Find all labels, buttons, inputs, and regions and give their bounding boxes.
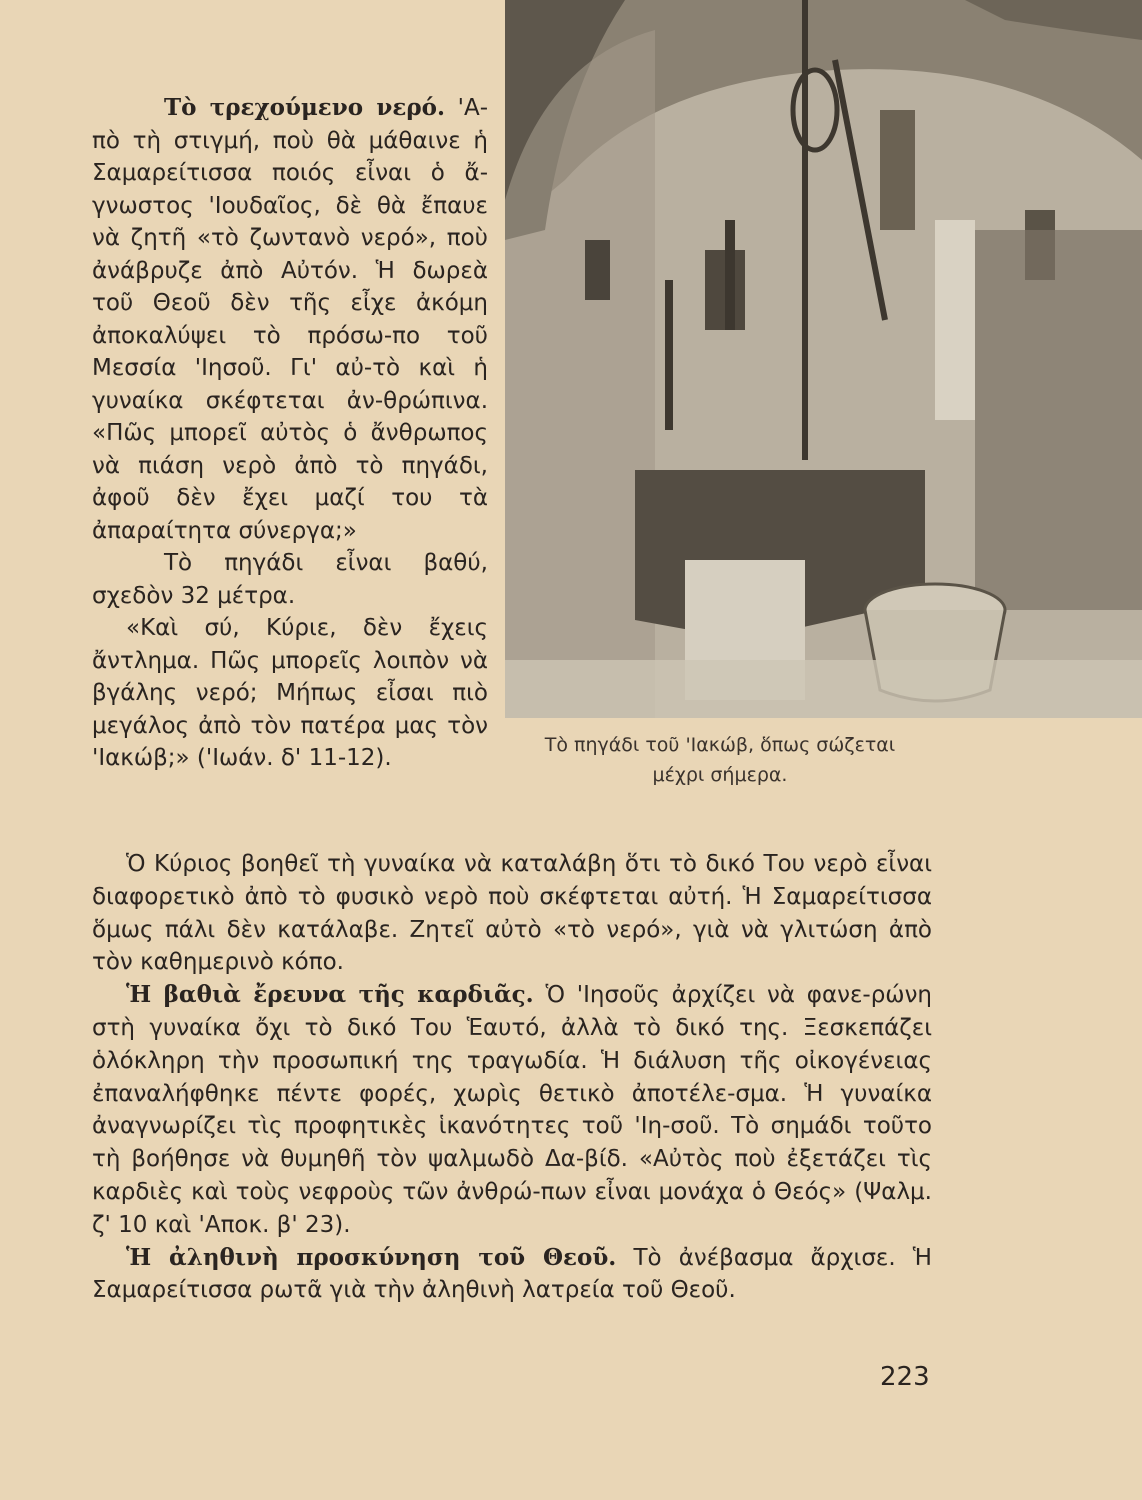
quote-text: «Καὶ σύ, Κύριε, δὲν ἔχεις ἄντλημα. Πῶς μπορεῖς λοιπὸν νὰ βγάλης νερό; Μήπως εἶσαι πιὸ μεγάλος ἀπὸ τὸν πατέρα μας τὸν 'Ιακώβ;» ('Ιωάν. δ' 11-12). xyxy=(92,615,488,771)
full-width-text xyxy=(92,848,932,1307)
paragraph-running-water xyxy=(92,92,488,547)
well-photograph xyxy=(505,0,1142,718)
living-water-text: Ὁ Κύριος βοηθεῖ τὴ γυναίκα νὰ καταλάβη ὅτι τὸ δικό Του νερὸ εἶναι διαφορετικὸ ἀπὸ τὸ φυσικὸ νερὸ ποὺ σκέφτεται αὐτή. Ἡ Σαμαρείτισσα ὅμως πάλι δὲν κατάλαβε. Ζητεῖ αὐτὸ «τὸ νερό», γιὰ νὰ γλιτώση ἀπὸ τὸν καθημερινὸ κόπο. xyxy=(92,851,932,976)
paragraph-living-water xyxy=(92,848,932,979)
true-worship-text: Τὸ ἀνέβασμα ἄρχισε. Ἡ Σαμαρείτισσα ρωτᾶ γιὰ τὴν ἀληθινὴ λατρεία τοῦ Θεοῦ. xyxy=(92,1244,932,1304)
paragraph-heart-search xyxy=(92,979,932,1241)
narrow-column xyxy=(92,92,488,775)
page-number: 223 xyxy=(880,1362,930,1392)
photo-caption xyxy=(500,730,940,790)
running-water-text: 'Α-πὸ τὴ στιγμή, ποὺ θὰ μάθαινε ἡ Σαμαρείτισσα ποιός εἶναι ὁ ἄ-γνωστος 'Ιουδαῖος, δὲ θὰ ἔπαυε νὰ ζητῆ «τὸ ζωντανὸ νερό», ποὺ ἀνάβρυζε ἀπὸ Αὐτόν. Ἡ δωρεὰ τοῦ Θεοῦ δὲν τῆς εἶχε ἀκόμη ἀποκαλύψει τὸ πρόσω-πο τοῦ Μεσσία 'Ιησοῦ. Γι' αὐ-τὸ καὶ ἡ γυναίκα σκέφτεται ἀν-θρώπινα. «Πῶς μπορεῖ αὐτὸς ὁ ἄνθρωπος νὰ πιάση νερὸ ἀπὸ τὸ πηγάδι, ἀφοῦ δὲν ἔχει μαζί του τὰ ἀπαραίτητα σύνεργα;» xyxy=(92,95,488,544)
heading-running-water: Τὸ τρεχούμενο νερό. xyxy=(164,94,445,121)
well-depth-text: Τὸ πηγάδι εἶναι βαθύ, σχεδὸν 32 μέτρα. xyxy=(92,550,488,609)
paragraph-well-depth xyxy=(92,547,488,612)
heading-heart-search: Ἡ βαθιὰ ἔρευνα τῆς καρδιᾶς. xyxy=(126,981,534,1009)
paragraph-quote xyxy=(92,612,488,775)
caption-line-2: μέχρι σήμερα. xyxy=(652,764,788,786)
heading-true-worship: Ἡ ἀληθινὴ προσκύνηση τοῦ Θεοῦ. xyxy=(126,1243,617,1271)
heart-search-text: Ὁ 'Ιησοῦς ἀρχίζει νὰ φανε-ρώνη στὴ γυναίκα ὄχι τὸ δικό Του Ἑαυτό, ἀλλὰ τὸ δικό της. Ξεσκεπάζει ὁλόκληρη τὴν προσωπική της τραγωδία. Ἡ διάλυση τῆς οἰκογένειας ἐπαναλήφθηκε πέντε φορές, χωρὶς θετικὸ ἀποτέλε-σμα. Ἡ γυναίκα ἀναγνωρίζει τὶς προφητικὲς ἱκανότητες τοῦ 'Ιη-σοῦ. Τὸ σημάδι τοῦτο τὴ βοήθησε νὰ θυμηθῆ τὸν ψαλμωδὸ Δα-βίδ. «Αὐτὸς ποὺ ἐξετάζει τὶς καρδιὲς καὶ τοὺς νεφροὺς τῶν ἀνθρώ-πων εἶναι μονάχα ὁ Θεός» (Ψαλμ. ζ' 10 καὶ 'Αποκ. β' 23). xyxy=(92,982,932,1238)
caption-line-1: Τὸ πηγάδι τοῦ 'Ιακώβ, ὅπως σώζεται xyxy=(544,734,896,756)
paragraph-true-worship xyxy=(92,1242,932,1308)
